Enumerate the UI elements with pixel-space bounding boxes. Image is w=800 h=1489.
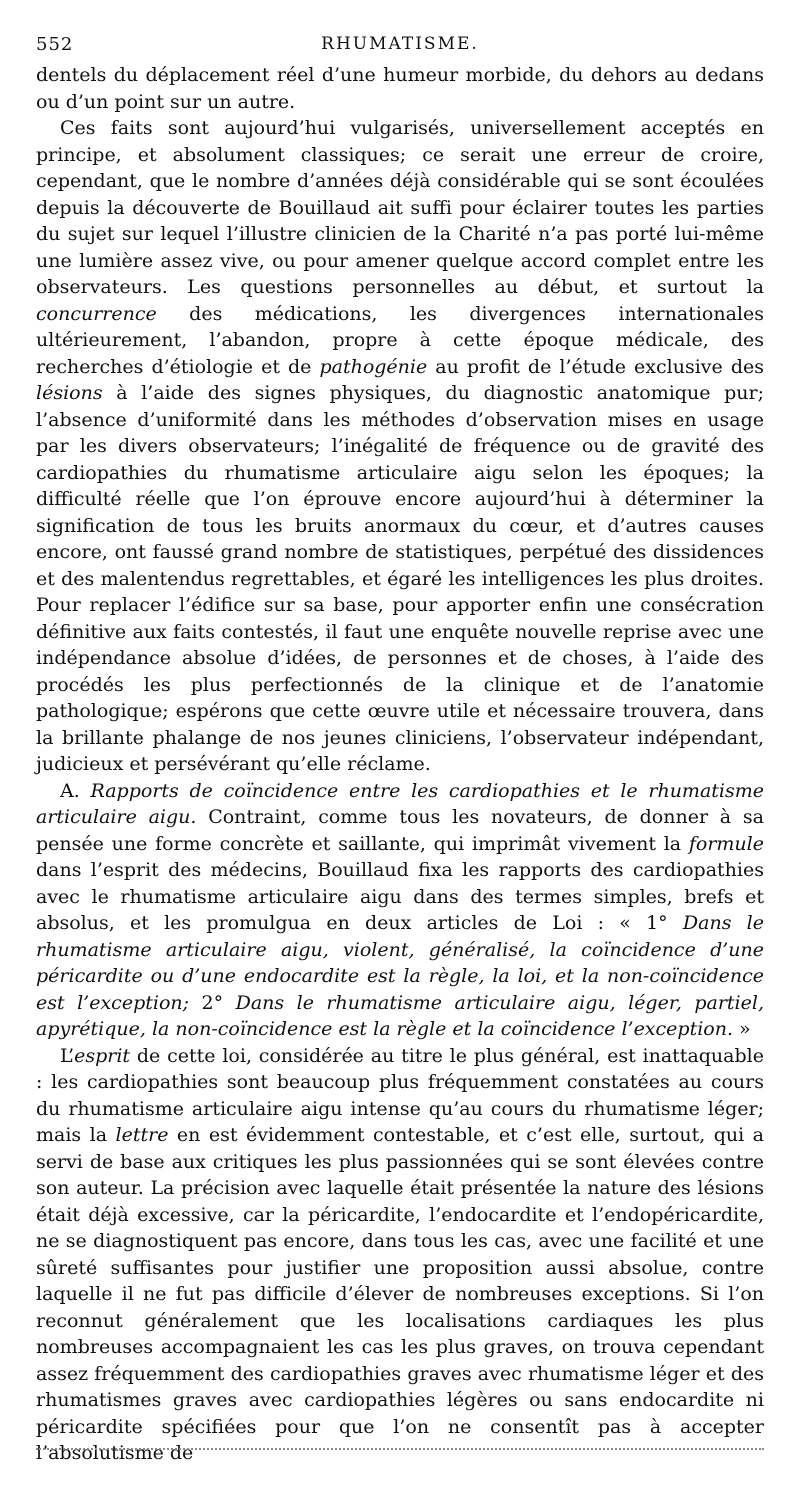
text-run: dans l’esprit des médecins, Bouillaud fixa les rapports des cardiopathies avec le rhumatisme articulaire aigu dans des termes simples, brefs et absolus, et les promulgua en deux articles de: [36, 859, 764, 934]
text-run: des médications, les divergences internationales ultérieurement, l’abandon, propre à cette époque médicale, des recherches d’étiologie et de: [36, 302, 764, 378]
italic-term: formule: [688, 832, 764, 855]
body-text: [36, 62, 764, 1467]
text-run: de cette loi, considérée au titre le plus général, est inattaquable : les cardiopathies sont beaucoup plus fréquemment constatées au cours du rhumatisme articulaire aigu intense qu’au cours du rhumatisme léger; mais la: [36, 1044, 764, 1146]
section-heading: Rapports de coïncidence entre les cardiopathies et le rhumatisme articulaire aigu.: [36, 779, 764, 828]
law-article-2: Dans le rhumatisme articulaire aigu, léger, partiel, apyrétique, la non-coïncidence est la règle et la coïncidence l’exception.: [36, 991, 764, 1040]
paragraph-continuation: [36, 62, 764, 115]
text-run: : « 1°: [597, 912, 668, 934]
footer-dotted-rule: [36, 1448, 764, 1450]
page-number: 552: [36, 34, 74, 55]
italic-term: lettre: [115, 1124, 169, 1146]
text-run: au profit de l’étude exclusive des: [435, 355, 764, 378]
italic-term: lésions: [36, 382, 103, 404]
small-caps-term: Loi: [552, 912, 583, 934]
text-run: Ces faits sont aujourd’hui vulgarisés, universellement acceptés en principe, et absolument classiques; ce serait une erreur de croire, cependant, que le nombre d’années déjà considérable qui se sont écoulées depuis la découverte de Bouillaud ait suffi pour éclairer toutes les parties du sujet sur lequel l’illustre clinicien de la Charité n’a pas porté lui-même une lumière assez vive, ou pour amener quelque accord complet entre les observateurs. Les questions personnelles au début, et surtout la: [36, 117, 764, 298]
text-run: à l’aide des signes physiques, du diagnostic anatomique pur; l’absence d’uniformité dans les méthodes d’observation mises en usage par les divers observateurs; l’inégalité de fréquence ou de gravité des cardiopathies du rhumatisme articulaire aigu selon les époques; la difficulté réelle que l’on éprouve encore aujourd’hui à déterminer la signification de tous les bruits anormaux du cœur, et d’autres causes encore, ont faussé grand nombre de statistiques, perpétué des dissidences et des malentendus regrettables, et égaré les intelligences les plus droites. Pour replacer l’édifice sur sa base, pour apporter enfin une consécration définitive aux faits contestés, il faut une enquête nouvelle reprise avec une indépendance absolue d’idées, de personnes et de choses, à l’aide des procédés les plus perfectionnés de la clinique et de l’anatomie pathologique; espérons que cette œuvre utile et nécessaire trouvera, dans la brillante phalange de nos jeunes cliniciens, l’observateur indépendant, judicieux et persévérant qu’elle réclame.: [36, 382, 764, 775]
page-header: [36, 28, 764, 62]
text-run: Contraint, comme tous les novateurs, de donner à sa pensée une forme concrète et saillante, qui imprimât vivement la: [36, 806, 764, 855]
italic-term: esprit: [74, 1044, 131, 1067]
text-run: 2°: [201, 991, 224, 1014]
paragraph-classical-facts: [36, 115, 764, 778]
text-run: L’: [60, 1044, 75, 1067]
italic-term: concurrence: [36, 302, 157, 325]
text-run: en est évidemment contestable, et c’est elle, surtout, qui a servi de base aux critiques les plus passionnées qui se sont élevées contre son auteur. La précision avec laquelle était présentée la nature des lésions était déjà excessive, car la péricardite, l’endocardite et l’endopéricardite, ne se diagnostiquent pas encore, dans tous les cas, avec une facilité et une sûreté suffisantes pour justifier une proposition aussi absolue, contre laquelle il ne fut pas difficile d’élever de nombreuses exceptions. Si l’on reconnut généralement que les localisations cardiaques les plus nombreuses accompagnaient les cas les plus graves, on trouva cependant assez fréquemment des cardiopathies graves avec rhumatisme léger et des rhumatismes graves avec cardiopathies légères ou sans endocardite ni péricardite spécifiées pour que l’on ne consentît pas à accepter l’absolutisme de: [36, 1124, 764, 1464]
paragraph-spirit-of-law: [36, 1043, 764, 1467]
paragraph-text: dentels du déplacement réel d’une humeur morbide, du dehors au dedans ou d’un point sur un autre.: [36, 64, 764, 113]
closing-quote: »: [739, 1018, 751, 1040]
section-a-paragraph: [36, 778, 764, 1043]
running-title: RHUMATISME.: [321, 34, 479, 54]
law-article-1: Dans le rhumatisme articulaire aigu, violent, généralisé, la coïncidence d’une péricardite ou d’une endocardite est la règle, la loi, et la non-coïncidence est l’exception;: [36, 912, 764, 1014]
section-label: A.: [60, 779, 80, 802]
italic-term: pathogénie: [319, 355, 428, 378]
